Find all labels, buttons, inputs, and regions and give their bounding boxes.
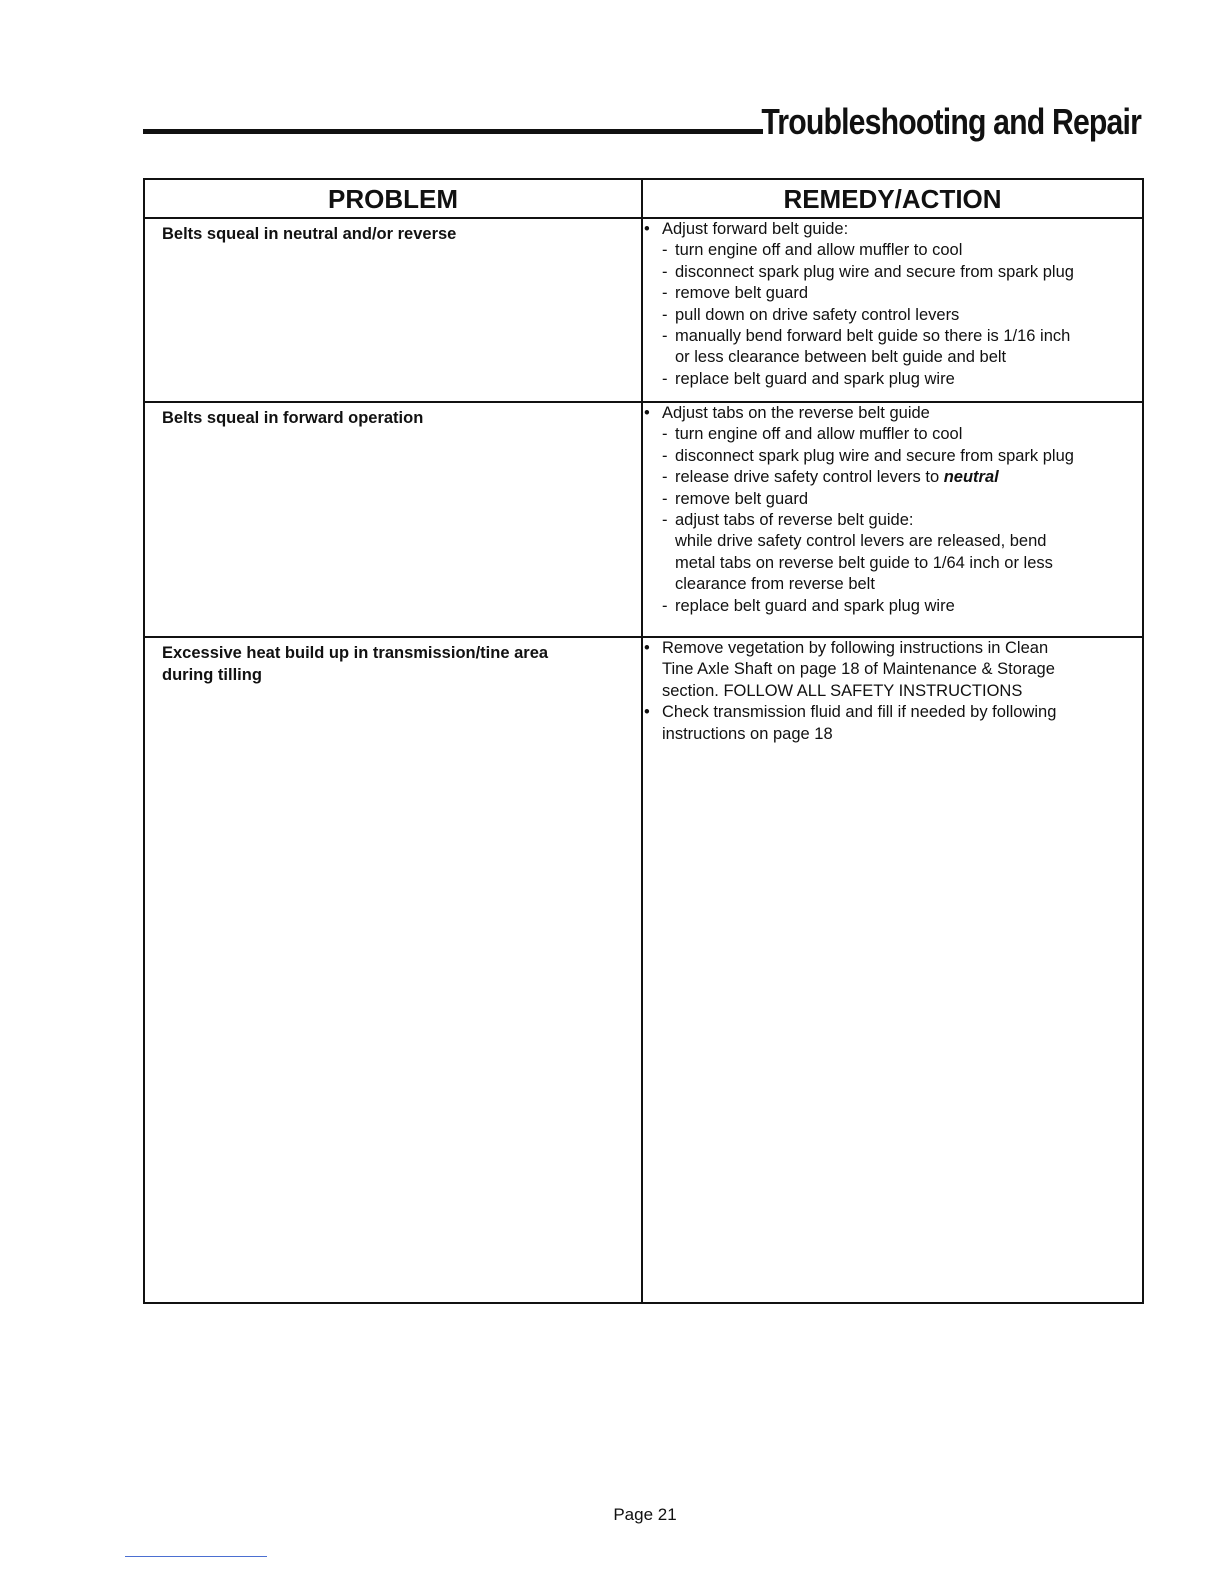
remedy-step: - replace belt guard and spark plug wire [643, 596, 1142, 617]
problem-text: Belts squeal in neutral and/or reverse [162, 225, 457, 243]
remedy-step-text: release drive safety control levers to [675, 468, 940, 487]
remedy-step: - remove belt guard [643, 489, 1142, 510]
remedy-bullet: • Adjust forward belt guide: [643, 219, 1142, 240]
remedy-column-header: REMEDY/ACTION [642, 179, 1143, 218]
remedy-cell [642, 402, 1143, 637]
remedy-step-continuation: while drive safety control levers are released, bend [675, 532, 1047, 551]
remedy-step: - manually bend forward belt guide so there is 1/16 inch [643, 326, 1142, 347]
remedy-step: - disconnect spark plug wire and secure from spark plug [643, 446, 1142, 467]
neutral-emphasis: neutral [943, 468, 999, 487]
table-row [144, 218, 1143, 402]
header-rule [143, 129, 763, 134]
table-header-row [144, 179, 1143, 218]
remedy-step-continuation: or less clearance between belt guide and belt [675, 348, 1007, 367]
remedy-step-continuation: clearance from reverse belt [675, 575, 875, 594]
remedy-step: - pull down on drive safety control levers [643, 305, 1142, 326]
remedy-step: - turn engine off and allow muffler to cool [643, 240, 1142, 261]
remedy-step: - adjust tabs of reverse belt guide: [643, 510, 1142, 531]
remedy-step: - replace belt guard and spark plug wire [643, 369, 1142, 390]
remedy-line: section. FOLLOW ALL SAFETY INSTRUCTIONS [662, 681, 1023, 700]
bottom-rule [125, 1556, 267, 1557]
remedy-line: instructions on page 18 [662, 724, 833, 743]
table-row [144, 637, 1143, 1303]
section-title: Troubleshooting and Repair [761, 101, 1141, 142]
table-row [144, 402, 1143, 637]
remedy-bullet: • Adjust tabs on the reverse belt guide [643, 403, 1142, 424]
remedy-bullet [643, 702, 1142, 745]
remedy-step: - remove belt guard [643, 283, 1142, 304]
remedy-cell [642, 218, 1143, 402]
problem-cell [144, 637, 642, 1303]
problem-cell [144, 218, 642, 402]
troubleshooting-table [143, 178, 1144, 1304]
remedy-cell [642, 637, 1143, 1303]
problem-line: during tilling [162, 665, 262, 684]
remedy-line: Remove vegetation by following instructions in Clean [662, 639, 1049, 657]
problem-line: Excessive heat build up in transmission/tine area [162, 644, 549, 662]
remedy-line: Tine Axle Shaft on page 18 of Maintenance & Storage [662, 660, 1055, 679]
page-number: Page 21 [613, 1505, 677, 1524]
remedy-step: - disconnect spark plug wire and secure from spark plug [643, 262, 1142, 283]
remedy-step [643, 467, 1142, 488]
problem-column-header: PROBLEM [144, 179, 642, 218]
remedy-step-continuation: metal tabs on reverse belt guide to 1/64 inch or less [675, 553, 1053, 572]
problem-text [145, 638, 641, 686]
remedy-bullet [643, 638, 1142, 702]
remedy-line: Check transmission fluid and fill if needed by following [662, 703, 1057, 722]
problem-cell [144, 402, 642, 637]
remedy-step: - turn engine off and allow muffler to cool [643, 424, 1142, 445]
problem-text: Belts squeal in forward operation [162, 409, 424, 427]
